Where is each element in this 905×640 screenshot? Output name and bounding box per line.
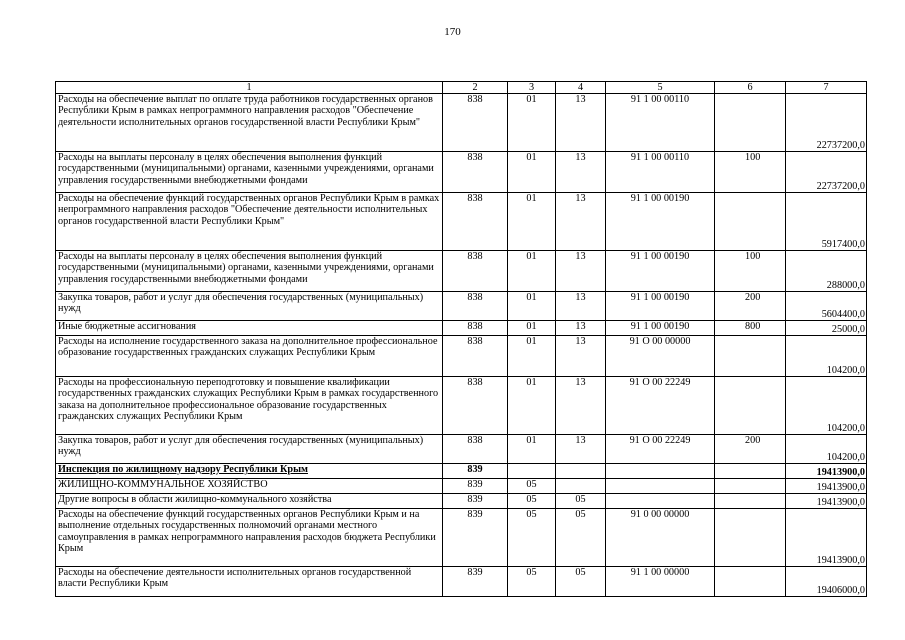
- subsection-code-cell: 13: [556, 292, 606, 321]
- column-header: 7: [786, 82, 867, 94]
- header-row: [56, 82, 867, 94]
- column-header: 5: [606, 82, 715, 94]
- ministry-code-cell: 838: [443, 435, 508, 464]
- column-header: 6: [715, 82, 786, 94]
- table-row: [56, 251, 867, 292]
- subsection-code-cell: 13: [556, 251, 606, 292]
- expense-name-cell: ЖИЛИЩНО-КОММУНАЛЬНОЕ ХОЗЯЙСТВО: [56, 479, 443, 494]
- expense-name-cell: Расходы на выплаты персоналу в целях обеспечения выполнения функций государственными (муниципальными) органами, казенными учреждениями, органами управления государственными внебюджетными фондами: [56, 152, 443, 193]
- section-code-cell: 01: [508, 336, 556, 377]
- expense-name-cell: Расходы на исполнение государственного заказа на дополнительное профессиональное образование государственных гражданских служащих Республики Крым: [56, 336, 443, 377]
- expense-type-cell: [715, 494, 786, 509]
- subsection-code-cell: 13: [556, 193, 606, 251]
- expense-name-cell: Другие вопросы в области жилищно-коммунального хозяйства: [56, 494, 443, 509]
- subsection-code-cell: 05: [556, 494, 606, 509]
- table-row: [56, 567, 867, 597]
- column-header: 2: [443, 82, 508, 94]
- target-article-cell: 91 0 00 00000: [606, 509, 715, 567]
- expense-type-cell: [715, 336, 786, 377]
- amount-cell: 19413900,0: [786, 479, 867, 494]
- section-code-cell: 01: [508, 94, 556, 152]
- table-row: [56, 336, 867, 377]
- amount-cell: 5604400,0: [786, 292, 867, 321]
- amount-cell: 19413900,0: [786, 464, 867, 479]
- target-article-cell: 91 1 00 00190: [606, 292, 715, 321]
- table-row: [56, 193, 867, 251]
- subsection-code-cell: 13: [556, 336, 606, 377]
- page-number: 170: [444, 26, 461, 38]
- expense-type-cell: [715, 193, 786, 251]
- section-code-cell: 01: [508, 321, 556, 336]
- expense-name-cell: Расходы на обеспечение деятельности исполнительных органов государственной власти Республики Крым: [56, 567, 443, 597]
- table-row: [56, 464, 867, 479]
- ministry-code-cell: 838: [443, 152, 508, 193]
- subsection-code-cell: 13: [556, 94, 606, 152]
- ministry-code-cell: 838: [443, 251, 508, 292]
- column-header: 3: [508, 82, 556, 94]
- target-article-cell: [606, 494, 715, 509]
- section-code-cell: 01: [508, 292, 556, 321]
- section-code-cell: 01: [508, 152, 556, 193]
- section-code-cell: 05: [508, 494, 556, 509]
- amount-cell: 288000,0: [786, 251, 867, 292]
- subsection-code-cell: 05: [556, 509, 606, 567]
- amount-cell: 19413900,0: [786, 509, 867, 567]
- ministry-code-cell: 839: [443, 567, 508, 597]
- expense-name-cell: Иные бюджетные ассигнования: [56, 321, 443, 336]
- expense-type-cell: [715, 509, 786, 567]
- target-article-cell: 91 1 00 00190: [606, 193, 715, 251]
- table-row: [56, 152, 867, 193]
- expense-name-cell: Расходы на обеспечение функций государственных органов Республики Крым в рамках непрограммного направления расходов "Обеспечение деятельности исполнительных органов государственной власти Республики Крым": [56, 193, 443, 251]
- expense-name-cell: Инспекция по жилищному надзору Республики Крым: [56, 464, 443, 479]
- ministry-code-cell: 839: [443, 509, 508, 567]
- expense-name-cell: Расходы на выплаты персоналу в целях обеспечения выполнения функций государственными (муниципальными) органами, казенными учреждениями, органами управления государственными внебюджетными фондами: [56, 251, 443, 292]
- expense-type-cell: [715, 94, 786, 152]
- expense-name-cell: Расходы на профессиональную переподготовку и повышение квалификации государственных гражданских служащих Республики Крым в рамках государственного заказа на дополнительное профессиональное образование государственных гражданских служащих Республики Крым: [56, 377, 443, 435]
- section-code-cell: 01: [508, 193, 556, 251]
- ministry-code-cell: 839: [443, 464, 508, 479]
- subsection-code-cell: [556, 464, 606, 479]
- column-header: 1: [56, 82, 443, 94]
- expense-type-cell: 200: [715, 435, 786, 464]
- amount-cell: 104200,0: [786, 435, 867, 464]
- section-code-cell: 05: [508, 567, 556, 597]
- subsection-code-cell: 13: [556, 152, 606, 193]
- amount-cell: 22737200,0: [786, 94, 867, 152]
- expense-type-cell: 800: [715, 321, 786, 336]
- target-article-cell: 91 1 00 00110: [606, 94, 715, 152]
- ministry-code-cell: 838: [443, 292, 508, 321]
- expense-type-cell: [715, 377, 786, 435]
- target-article-cell: 91 О 00 22249: [606, 435, 715, 464]
- table-row: [56, 292, 867, 321]
- subsection-code-cell: 13: [556, 377, 606, 435]
- target-article-cell: [606, 464, 715, 479]
- amount-cell: 19413900,0: [786, 494, 867, 509]
- table-row: [56, 94, 867, 152]
- table-row: [56, 377, 867, 435]
- ministry-code-cell: 839: [443, 479, 508, 494]
- section-code-cell: [508, 464, 556, 479]
- expense-name-cell: Расходы на обеспечение выплат по оплате труда работников государственных органов Республики Крым в рамках непрограммного направления расходов "Обеспечение деятельности исполнительных органов государственной власти Республики Крым": [56, 94, 443, 152]
- column-header: 4: [556, 82, 606, 94]
- ministry-code-cell: 838: [443, 321, 508, 336]
- amount-cell: 104200,0: [786, 377, 867, 435]
- ministry-code-cell: 839: [443, 494, 508, 509]
- expense-type-cell: [715, 479, 786, 494]
- target-article-cell: 91 1 00 00190: [606, 251, 715, 292]
- expense-name-cell: Закупка товаров, работ и услуг для обеспечения государственных (муниципальных) нужд: [56, 292, 443, 321]
- section-code-cell: 01: [508, 435, 556, 464]
- expense-type-cell: [715, 464, 786, 479]
- target-article-cell: 91 1 00 00000: [606, 567, 715, 597]
- table-row: [56, 321, 867, 336]
- section-code-cell: 05: [508, 479, 556, 494]
- expense-type-cell: 100: [715, 251, 786, 292]
- subsection-code-cell: 13: [556, 435, 606, 464]
- expense-name-cell: Закупка товаров, работ и услуг для обеспечения государственных (муниципальных) нужд: [56, 435, 443, 464]
- expense-type-cell: 100: [715, 152, 786, 193]
- amount-cell: 104200,0: [786, 336, 867, 377]
- expense-name-cell: Расходы на обеспечение функций государственных органов Республики Крым и на выполнение отдельных государственных полномочий органами местного самоуправления в рамках непрограммного направления расходов бюджета Республики Крым: [56, 509, 443, 567]
- budget-table: [55, 81, 867, 597]
- amount-cell: 19406000,0: [786, 567, 867, 597]
- table-row: [56, 494, 867, 509]
- table-row: [56, 435, 867, 464]
- section-code-cell: 05: [508, 509, 556, 567]
- amount-cell: 5917400,0: [786, 193, 867, 251]
- target-article-cell: 91 1 00 00110: [606, 152, 715, 193]
- target-article-cell: 91 1 00 00190: [606, 321, 715, 336]
- table-row: [56, 479, 867, 494]
- subsection-code-cell: 13: [556, 321, 606, 336]
- ministry-code-cell: 838: [443, 377, 508, 435]
- table-row: [56, 509, 867, 567]
- target-article-cell: 91 О 00 00000: [606, 336, 715, 377]
- target-article-cell: [606, 479, 715, 494]
- section-code-cell: 01: [508, 251, 556, 292]
- subsection-code-cell: 05: [556, 567, 606, 597]
- target-article-cell: 91 О 00 22249: [606, 377, 715, 435]
- section-code-cell: 01: [508, 377, 556, 435]
- amount-cell: 22737200,0: [786, 152, 867, 193]
- ministry-code-cell: 838: [443, 193, 508, 251]
- subsection-code-cell: [556, 479, 606, 494]
- ministry-code-cell: 838: [443, 336, 508, 377]
- amount-cell: 25000,0: [786, 321, 867, 336]
- ministry-code-cell: 838: [443, 94, 508, 152]
- expense-type-cell: 200: [715, 292, 786, 321]
- expense-type-cell: [715, 567, 786, 597]
